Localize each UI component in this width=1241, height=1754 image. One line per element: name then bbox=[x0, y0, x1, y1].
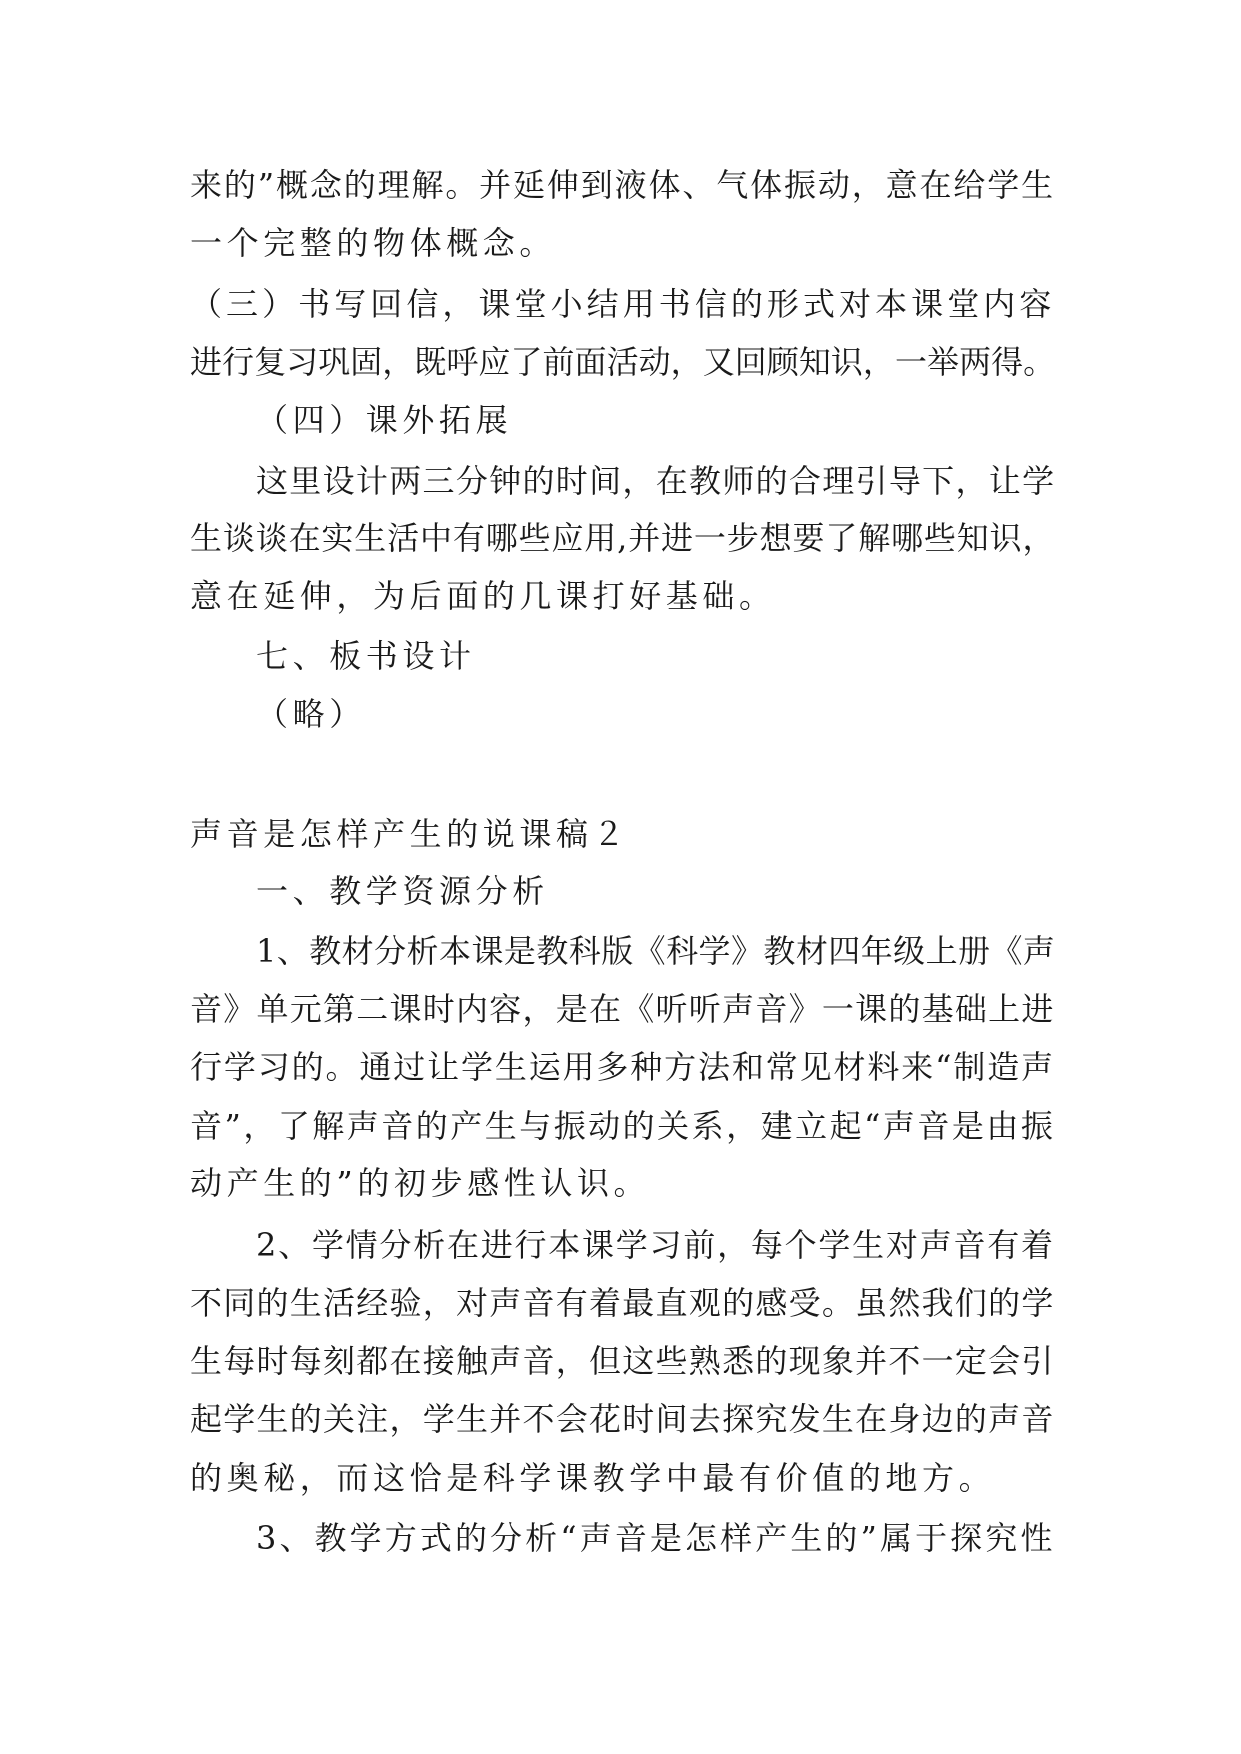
paragraph-line: 进行复习巩固，既呼应了前面活动，又回顾知识，一举两得。 bbox=[190, 343, 1056, 381]
paragraph-line: 生每时每刻都在接触声音，但这些熟悉的现象并不一定会引 bbox=[190, 1342, 1055, 1380]
paragraph-line: 来的”概念的理解。并延伸到液体、气体振动，意在给学生 bbox=[190, 166, 1055, 204]
paragraph-line: 一个完整的物体概念。 bbox=[190, 224, 557, 262]
paragraph-line: 这里设计两三分钟的时间，在教师的合理引导下，让学 bbox=[256, 462, 1056, 500]
paragraph-line: 音》单元第二课时内容，是在《听听声音》一课的基础上进 bbox=[190, 990, 1055, 1028]
paragraph-line: （三）书写回信，课堂小结用书信的形式对本课堂内容 bbox=[190, 285, 1056, 323]
paragraph-line: 行学习的。通过让学生运用多种方法和常见材料来“制造声 bbox=[190, 1048, 1055, 1086]
paragraph-line: 音”，了解声音的产生与振动的关系，建立起“声音是由振 bbox=[190, 1107, 1056, 1145]
paragraph-line: 3、教学方式的分析“声音是怎样产生的”属于探究性 bbox=[256, 1519, 1056, 1557]
paragraph-line: 2、学情分析在进行本课学习前，每个学生对声音有着 bbox=[256, 1226, 1055, 1264]
paragraph-line: 动产生的”的初步感性认识。 bbox=[190, 1164, 651, 1202]
paragraph-line: （略） bbox=[256, 695, 366, 733]
paragraph-line: 不同的生活经验，对声音有着最直观的感受。虽然我们的学 bbox=[190, 1284, 1055, 1322]
section-heading: 一、教学资源分析 bbox=[256, 872, 549, 910]
document-title: 声音是怎样产生的说课稿２ bbox=[190, 815, 630, 853]
paragraph-line: 生谈谈在实生活中有哪些应用,并进一步想要了解哪些知识， bbox=[190, 519, 1056, 557]
paragraph-line: 起学生的关注，学生并不会花时间去探究发生在身边的声音 bbox=[190, 1400, 1055, 1438]
section-heading: 七、板书设计 bbox=[256, 637, 476, 675]
section-heading: （四）课外拓展 bbox=[256, 401, 513, 439]
paragraph-line: 的奥秘，而这恰是科学课教学中最有价值的地方。 bbox=[190, 1459, 996, 1497]
paragraph-line: 意在延伸，为后面的几课打好基础。 bbox=[190, 577, 776, 615]
paragraph-line: 1、教材分析本课是教科版《科学》教材四年级上册《声 bbox=[256, 932, 1056, 970]
